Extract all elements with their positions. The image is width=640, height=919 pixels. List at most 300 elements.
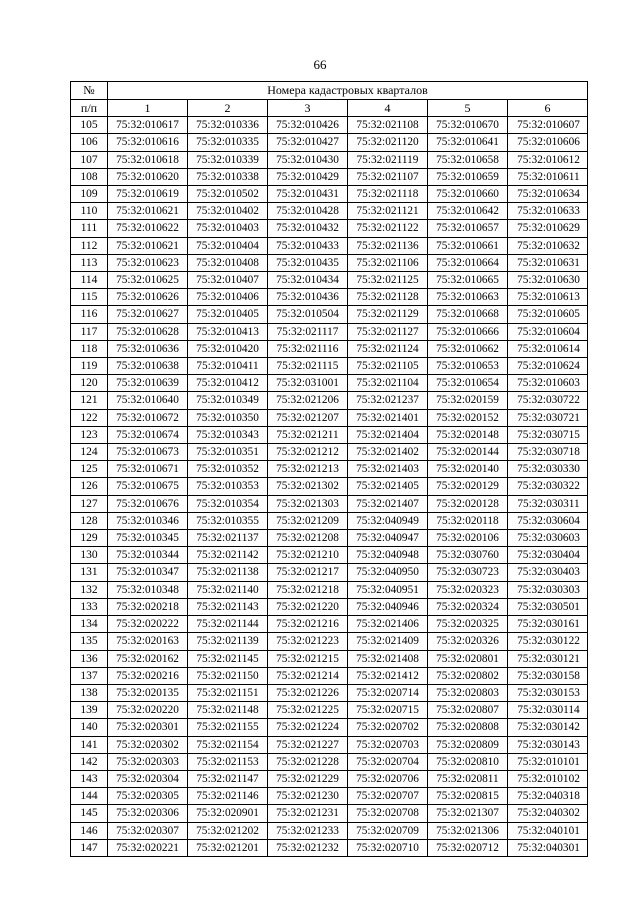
- table-row: [71, 340, 588, 357]
- row-number: 106: [71, 134, 108, 151]
- cadastral-number-cell: 75:32:030404: [508, 547, 588, 564]
- table-row: [71, 237, 588, 254]
- cadastral-number-cell: 75:32:020163: [108, 633, 188, 650]
- cadastral-number-cell: 75:32:010638: [108, 358, 188, 375]
- cadastral-number-cell: 75:32:020118: [428, 512, 508, 529]
- cadastral-number-cell: 75:32:010636: [108, 340, 188, 357]
- cadastral-number-cell: 75:32:010611: [508, 168, 588, 185]
- cadastral-number-cell: 75:32:020222: [108, 616, 188, 633]
- cadastral-number-cell: 75:32:030722: [508, 392, 588, 409]
- cadastral-number-cell: 75:32:040950: [348, 564, 428, 581]
- cadastral-number-cell: 75:32:021401: [348, 409, 428, 426]
- row-number: 117: [71, 323, 108, 340]
- row-index-header: п/п: [71, 100, 108, 117]
- row-number: 105: [71, 117, 108, 134]
- cadastral-number-cell: 75:32:021209: [268, 512, 348, 529]
- cadastral-number-cell: 75:32:020162: [108, 650, 188, 667]
- cadastral-number-cell: 75:32:021127: [348, 323, 428, 340]
- cadastral-number-cell: 75:32:021125: [348, 272, 428, 289]
- row-number: 143: [71, 770, 108, 787]
- cadastral-number-cell: 75:32:020710: [348, 839, 428, 856]
- cadastral-number-cell: 75:32:020221: [108, 839, 188, 856]
- cadastral-number-cell: 75:32:010642: [428, 203, 508, 220]
- table-row: [71, 805, 588, 822]
- cadastral-number-cell: 75:32:040949: [348, 512, 428, 529]
- table-row: [71, 392, 588, 409]
- row-number: 135: [71, 633, 108, 650]
- number-sign-header: №: [71, 82, 108, 100]
- cadastral-number-cell: 75:32:021124: [348, 340, 428, 357]
- cadastral-number-cell: 75:32:020325: [428, 616, 508, 633]
- cadastral-number-cell: 75:32:021144: [188, 616, 268, 633]
- row-number: 126: [71, 478, 108, 495]
- cadastral-number-cell: 75:32:010631: [508, 254, 588, 271]
- cadastral-number-cell: 75:32:021231: [268, 805, 348, 822]
- cadastral-number-cell: 75:32:020706: [348, 770, 428, 787]
- cadastral-number-cell: 75:32:030114: [508, 702, 588, 719]
- cadastral-number-cell: 75:32:031001: [268, 375, 348, 392]
- cadastral-number-cell: 75:32:040302: [508, 805, 588, 822]
- cadastral-number-cell: 75:32:030158: [508, 667, 588, 684]
- cadastral-number-cell: 75:32:021140: [188, 581, 268, 598]
- cadastral-number-cell: 75:32:010403: [188, 220, 268, 237]
- table-row: [71, 444, 588, 461]
- cadastral-number-cell: 75:32:020703: [348, 736, 428, 753]
- row-number: 116: [71, 306, 108, 323]
- cadastral-number-cell: 75:32:020323: [428, 581, 508, 598]
- cadastral-number-cell: 75:32:030330: [508, 461, 588, 478]
- row-number: 118: [71, 340, 108, 357]
- row-number: 133: [71, 598, 108, 615]
- cadastral-number-cell: 75:32:021412: [348, 667, 428, 684]
- cadastral-number-cell: 75:32:020709: [348, 822, 428, 839]
- cadastral-number-cell: 75:32:010606: [508, 134, 588, 151]
- table-row: [71, 272, 588, 289]
- group-header: Номера кадастровых кварталов: [108, 82, 588, 100]
- cadastral-number-cell: 75:32:021119: [348, 151, 428, 168]
- cadastral-number-cell: 75:32:021128: [348, 289, 428, 306]
- cadastral-number-cell: 75:32:010605: [508, 306, 588, 323]
- cadastral-number-cell: 75:32:010671: [108, 461, 188, 478]
- cadastral-number-cell: 75:32:030403: [508, 564, 588, 581]
- cadastral-number-cell: 75:32:021150: [188, 667, 268, 684]
- cadastral-number-cell: 75:32:010626: [108, 289, 188, 306]
- cadastral-number-cell: 75:32:030715: [508, 426, 588, 443]
- table-row: [71, 736, 588, 753]
- cadastral-number-cell: 75:32:021120: [348, 134, 428, 151]
- cadastral-number-cell: 75:32:020218: [108, 598, 188, 615]
- row-number: 132: [71, 581, 108, 598]
- column-header: 2: [188, 100, 268, 117]
- cadastral-number-cell: 75:32:020811: [428, 770, 508, 787]
- cadastral-number-cell: 75:32:020304: [108, 770, 188, 787]
- row-number: 127: [71, 495, 108, 512]
- cadastral-number-cell: 75:32:021202: [188, 822, 268, 839]
- cadastral-number-cell: 75:32:021121: [348, 203, 428, 220]
- row-number: 137: [71, 667, 108, 684]
- cadastral-number-cell: 75:32:010433: [268, 237, 348, 254]
- cadastral-number-cell: 75:32:010352: [188, 461, 268, 478]
- row-number: 125: [71, 461, 108, 478]
- cadastral-number-cell: 75:32:020106: [428, 530, 508, 547]
- table-row: [71, 719, 588, 736]
- cadastral-number-cell: 75:32:021108: [348, 117, 428, 134]
- row-number: 147: [71, 839, 108, 856]
- cadastral-number-cell: 75:32:021155: [188, 719, 268, 736]
- cadastral-number-cell: 75:32:010405: [188, 306, 268, 323]
- cadastral-number-cell: 75:32:021207: [268, 409, 348, 426]
- cadastral-number-cell: 75:32:020815: [428, 788, 508, 805]
- cadastral-number-cell: 75:32:030161: [508, 616, 588, 633]
- cadastral-number-cell: 75:32:021302: [268, 478, 348, 495]
- cadastral-number-cell: 75:32:021206: [268, 392, 348, 409]
- cadastral-number-cell: 75:32:020901: [188, 805, 268, 822]
- cadastral-number-cell: 75:32:020808: [428, 719, 508, 736]
- cadastral-number-cell: 75:32:010412: [188, 375, 268, 392]
- row-number: 115: [71, 289, 108, 306]
- cadastral-number-cell: 75:32:021153: [188, 753, 268, 770]
- cadastral-number-cell: 75:32:021142: [188, 547, 268, 564]
- table-row: [71, 375, 588, 392]
- cadastral-number-cell: 75:32:020135: [108, 684, 188, 701]
- row-number: 107: [71, 151, 108, 168]
- row-number: 141: [71, 736, 108, 753]
- table-row: [71, 220, 588, 237]
- cadastral-number-cell: 75:32:010338: [188, 168, 268, 185]
- cadastral-number-cell: 75:32:021307: [428, 805, 508, 822]
- cadastral-number-cell: 75:32:021147: [188, 770, 268, 787]
- table-row: [71, 134, 588, 151]
- cadastral-number-cell: 75:32:021104: [348, 375, 428, 392]
- cadastral-number-cell: 75:32:010630: [508, 272, 588, 289]
- cadastral-number-cell: 75:32:030760: [428, 547, 508, 564]
- cadastral-number-cell: 75:32:021217: [268, 564, 348, 581]
- cadastral-number-cell: 75:32:010624: [508, 358, 588, 375]
- table-row: [71, 547, 588, 564]
- cadastral-number-cell: 75:32:021303: [268, 495, 348, 512]
- cadastral-number-cell: 75:32:030718: [508, 444, 588, 461]
- table-row: [71, 702, 588, 719]
- cadastral-number-cell: 75:32:030153: [508, 684, 588, 701]
- cadastral-number-cell: 75:32:020324: [428, 598, 508, 615]
- cadastral-number-cell: 75:32:021212: [268, 444, 348, 461]
- cadastral-number-cell: 75:32:010430: [268, 151, 348, 168]
- cadastral-number-cell: 75:32:021154: [188, 736, 268, 753]
- cadastral-number-cell: 75:32:010436: [268, 289, 348, 306]
- row-number: 109: [71, 186, 108, 203]
- cadastral-number-cell: 75:32:021107: [348, 168, 428, 185]
- table-row: [71, 753, 588, 770]
- cadastral-number-cell: 75:32:021405: [348, 478, 428, 495]
- cadastral-number-cell: 75:32:040101: [508, 822, 588, 839]
- cadastral-number-cell: 75:32:030303: [508, 581, 588, 598]
- cadastral-number-cell: 75:32:021117: [268, 323, 348, 340]
- cadastral-number-cell: 75:32:010354: [188, 495, 268, 512]
- row-number: 120: [71, 375, 108, 392]
- cadastral-number-cell: 75:32:010666: [428, 323, 508, 340]
- column-header: 1: [108, 100, 188, 117]
- cadastral-number-cell: 75:32:021216: [268, 616, 348, 633]
- cadastral-number-cell: 75:32:010658: [428, 151, 508, 168]
- row-number: 123: [71, 426, 108, 443]
- table-row: [71, 323, 588, 340]
- cadastral-number-cell: 75:32:010336: [188, 117, 268, 134]
- cadastral-number-cell: 75:32:021407: [348, 495, 428, 512]
- cadastral-number-cell: 75:32:010614: [508, 340, 588, 357]
- cadastral-number-cell: 75:32:010676: [108, 495, 188, 512]
- cadastral-number-cell: 75:32:010343: [188, 426, 268, 443]
- cadastral-number-cell: 75:32:010623: [108, 254, 188, 271]
- cadastral-number-cell: 75:32:021105: [348, 358, 428, 375]
- cadastral-number-cell: 75:32:021226: [268, 684, 348, 701]
- cadastral-number-cell: 75:32:021237: [348, 392, 428, 409]
- cadastral-number-cell: 75:32:010654: [428, 375, 508, 392]
- row-number: 111: [71, 220, 108, 237]
- cadastral-number-cell: 75:32:021229: [268, 770, 348, 787]
- cadastral-number-cell: 75:32:010662: [428, 340, 508, 357]
- cadastral-number-cell: 75:32:010350: [188, 409, 268, 426]
- cadastral-number-cell: 75:32:021208: [268, 530, 348, 547]
- cadastral-number-cell: 75:32:010625: [108, 272, 188, 289]
- cadastral-number-cell: 75:32:030723: [428, 564, 508, 581]
- cadastral-number-cell: 75:32:021116: [268, 340, 348, 357]
- cadastral-number-cell: 75:32:020305: [108, 788, 188, 805]
- cadastral-number-cell: 75:32:020220: [108, 702, 188, 719]
- cadastral-number-cell: 75:32:010404: [188, 237, 268, 254]
- column-header: 6: [508, 100, 588, 117]
- table-row: [71, 289, 588, 306]
- row-number: 119: [71, 358, 108, 375]
- row-number: 121: [71, 392, 108, 409]
- cadastral-number-cell: 75:32:010632: [508, 237, 588, 254]
- cadastral-number-cell: 75:32:021129: [348, 306, 428, 323]
- cadastral-number-cell: 75:32:010634: [508, 186, 588, 203]
- row-number: 145: [71, 805, 108, 822]
- cadastral-number-cell: 75:32:021148: [188, 702, 268, 719]
- cadastral-number-cell: 75:32:020159: [428, 392, 508, 409]
- cadastral-number-cell: 75:32:021139: [188, 633, 268, 650]
- cadastral-number-cell: 75:32:021408: [348, 650, 428, 667]
- cadastral-number-cell: 75:32:020715: [348, 702, 428, 719]
- cadastral-number-cell: 75:32:020306: [108, 805, 188, 822]
- table-row: [71, 633, 588, 650]
- cadastral-number-cell: 75:32:021138: [188, 564, 268, 581]
- cadastral-number-cell: 75:32:021201: [188, 839, 268, 856]
- cadastral-number-cell: 75:32:020704: [348, 753, 428, 770]
- cadastral-number-cell: 75:32:010657: [428, 220, 508, 237]
- cadastral-number-cell: 75:32:020144: [428, 444, 508, 461]
- cadastral-number-cell: 75:32:010659: [428, 168, 508, 185]
- table-row: [71, 788, 588, 805]
- cadastral-number-cell: 75:32:020129: [428, 478, 508, 495]
- cadastral-number-cell: 75:32:021210: [268, 547, 348, 564]
- table-row: [71, 117, 588, 134]
- row-number: 139: [71, 702, 108, 719]
- cadastral-number-cell: 75:32:020307: [108, 822, 188, 839]
- cadastral-number-cell: 75:32:010673: [108, 444, 188, 461]
- cadastral-number-cell: 75:32:010355: [188, 512, 268, 529]
- table-row: [71, 358, 588, 375]
- cadastral-number-cell: 75:32:010102: [508, 770, 588, 787]
- cadastral-number-cell: 75:32:010663: [428, 289, 508, 306]
- cadastral-number-cell: 75:32:021215: [268, 650, 348, 667]
- cadastral-number-cell: 75:32:040946: [348, 598, 428, 615]
- cadastral-number-cell: 75:32:021230: [268, 788, 348, 805]
- cadastral-number-cell: 75:32:020216: [108, 667, 188, 684]
- cadastral-number-cell: 75:32:010413: [188, 323, 268, 340]
- cadastral-number-cell: 75:32:010502: [188, 186, 268, 203]
- cadastral-number-cell: 75:32:021145: [188, 650, 268, 667]
- cadastral-number-cell: 75:32:020140: [428, 461, 508, 478]
- cadastral-number-cell: 75:32:021233: [268, 822, 348, 839]
- cadastral-number-cell: 75:32:010339: [188, 151, 268, 168]
- table-row: [71, 770, 588, 787]
- cadastral-number-cell: 75:32:010348: [108, 581, 188, 598]
- cadastral-number-cell: 75:32:021115: [268, 358, 348, 375]
- cadastral-number-cell: 75:32:030604: [508, 512, 588, 529]
- cadastral-number-cell: 75:32:010653: [428, 358, 508, 375]
- header-row-columns: [71, 100, 588, 117]
- table-row: [71, 512, 588, 529]
- cadastral-number-cell: 75:32:020803: [428, 684, 508, 701]
- table-row: [71, 168, 588, 185]
- cadastral-number-cell: 75:32:021409: [348, 633, 428, 650]
- table-row: [71, 667, 588, 684]
- cadastral-number-cell: 75:32:020807: [428, 702, 508, 719]
- cadastral-number-cell: 75:32:010620: [108, 168, 188, 185]
- row-number: 122: [71, 409, 108, 426]
- page-number: 66: [313, 57, 327, 72]
- cadastral-number-cell: 75:32:010420: [188, 340, 268, 357]
- cadastral-number-cell: 75:32:010101: [508, 753, 588, 770]
- row-number: 140: [71, 719, 108, 736]
- cadastral-number-cell: 75:32:040318: [508, 788, 588, 805]
- cadastral-number-cell: 75:32:020707: [348, 788, 428, 805]
- cadastral-number-cell: 75:32:010627: [108, 306, 188, 323]
- cadastral-number-cell: 75:32:030121: [508, 650, 588, 667]
- cadastral-number-cell: 75:32:021403: [348, 461, 428, 478]
- cadastral-number-cell: 75:32:021146: [188, 788, 268, 805]
- cadastral-number-cell: 75:32:010616: [108, 134, 188, 151]
- cadastral-number-cell: 75:32:021218: [268, 581, 348, 598]
- cadastral-number-cell: 75:32:010668: [428, 306, 508, 323]
- cadastral-number-cell: 75:32:040951: [348, 581, 428, 598]
- cadastral-number-cell: 75:32:010622: [108, 220, 188, 237]
- cadastral-number-cell: 75:32:020809: [428, 736, 508, 753]
- cadastral-number-cell: 75:32:010607: [508, 117, 588, 134]
- cadastral-number-cell: 75:32:021306: [428, 822, 508, 839]
- row-number: 138: [71, 684, 108, 701]
- cadastral-number-cell: 75:32:021225: [268, 702, 348, 719]
- cadastral-number-cell: 75:32:010641: [428, 134, 508, 151]
- cadastral-number-cell: 75:32:010407: [188, 272, 268, 289]
- cadastral-number-cell: 75:32:010629: [508, 220, 588, 237]
- cadastral-number-cell: 75:32:021232: [268, 839, 348, 856]
- cadastral-number-cell: 75:32:021224: [268, 719, 348, 736]
- cadastral-number-cell: 75:32:030143: [508, 736, 588, 753]
- cadastral-number-cell: 75:32:021220: [268, 598, 348, 615]
- cadastral-number-cell: 75:32:020714: [348, 684, 428, 701]
- column-header: 4: [348, 100, 428, 117]
- cadastral-number-cell: 75:32:030721: [508, 409, 588, 426]
- table-row: [71, 684, 588, 701]
- row-number: 114: [71, 272, 108, 289]
- cadastral-number-cell: 75:32:010346: [108, 512, 188, 529]
- row-number: 112: [71, 237, 108, 254]
- cadastral-number-cell: 75:32:010353: [188, 478, 268, 495]
- cadastral-number-cell: 75:32:010351: [188, 444, 268, 461]
- cadastral-number-cell: 75:32:040948: [348, 547, 428, 564]
- table-row: [71, 254, 588, 271]
- row-number: 131: [71, 564, 108, 581]
- cadastral-number-cell: 75:32:020810: [428, 753, 508, 770]
- table-row: [71, 186, 588, 203]
- cadastral-number-cell: 75:32:010639: [108, 375, 188, 392]
- cadastral-number-cell: 75:32:010411: [188, 358, 268, 375]
- cadastral-number-cell: 75:32:021106: [348, 254, 428, 271]
- cadastral-number-cell: 75:32:010349: [188, 392, 268, 409]
- cadastral-number-cell: 75:32:010619: [108, 186, 188, 203]
- cadastral-number-cell: 75:32:010672: [108, 409, 188, 426]
- table-row: [71, 203, 588, 220]
- cadastral-number-cell: 75:32:010335: [188, 134, 268, 151]
- cadastral-number-cell: 75:32:020802: [428, 667, 508, 684]
- cadastral-number-cell: 75:32:010431: [268, 186, 348, 203]
- row-number: 110: [71, 203, 108, 220]
- cadastral-number-cell: 75:32:020128: [428, 495, 508, 512]
- cadastral-number-cell: 75:32:010675: [108, 478, 188, 495]
- cadastral-number-cell: 75:32:021118: [348, 186, 428, 203]
- cadastral-number-cell: 75:32:010426: [268, 117, 348, 134]
- cadastral-number-cell: 75:32:020148: [428, 426, 508, 443]
- cadastral-number-cell: 75:32:010665: [428, 272, 508, 289]
- cadastral-number-cell: 75:32:021213: [268, 461, 348, 478]
- cadastral-number-cell: 75:32:010628: [108, 323, 188, 340]
- cadastral-number-cell: 75:32:010504: [268, 306, 348, 323]
- table-row: [71, 151, 588, 168]
- table-row: [71, 822, 588, 839]
- cadastral-number-cell: 75:32:010603: [508, 375, 588, 392]
- cadastral-number-cell: 75:32:021211: [268, 426, 348, 443]
- cadastral-number-cell: 75:32:021122: [348, 220, 428, 237]
- row-number: 129: [71, 530, 108, 547]
- cadastral-number-cell: 75:32:010435: [268, 254, 348, 271]
- cadastral-number-cell: 75:32:021228: [268, 753, 348, 770]
- cadastral-number-cell: 75:32:021402: [348, 444, 428, 461]
- cadastral-number-cell: 75:32:030122: [508, 633, 588, 650]
- cadastral-number-cell: 75:32:021406: [348, 616, 428, 633]
- cadastral-number-cell: 75:32:021151: [188, 684, 268, 701]
- cadastral-number-cell: 75:32:010664: [428, 254, 508, 271]
- row-number: 108: [71, 168, 108, 185]
- cadastral-number-cell: 75:32:010345: [108, 530, 188, 547]
- cadastral-number-cell: 75:32:040301: [508, 839, 588, 856]
- cadastral-number-cell: 75:32:010621: [108, 203, 188, 220]
- cadastral-number-cell: 75:32:020708: [348, 805, 428, 822]
- cadastral-number-cell: 75:32:010429: [268, 168, 348, 185]
- table-row: [71, 598, 588, 615]
- row-number: 130: [71, 547, 108, 564]
- cadastral-number-cell: 75:32:010613: [508, 289, 588, 306]
- cadastral-number-cell: 75:32:030322: [508, 478, 588, 495]
- table-row: [71, 616, 588, 633]
- cadastral-number-cell: 75:32:021223: [268, 633, 348, 650]
- cadastral-number-cell: 75:32:010660: [428, 186, 508, 203]
- cadastral-number-cell: 75:32:010344: [108, 547, 188, 564]
- cadastral-number-cell: 75:32:010427: [268, 134, 348, 151]
- cadastral-number-cell: 75:32:010661: [428, 237, 508, 254]
- row-number: 146: [71, 822, 108, 839]
